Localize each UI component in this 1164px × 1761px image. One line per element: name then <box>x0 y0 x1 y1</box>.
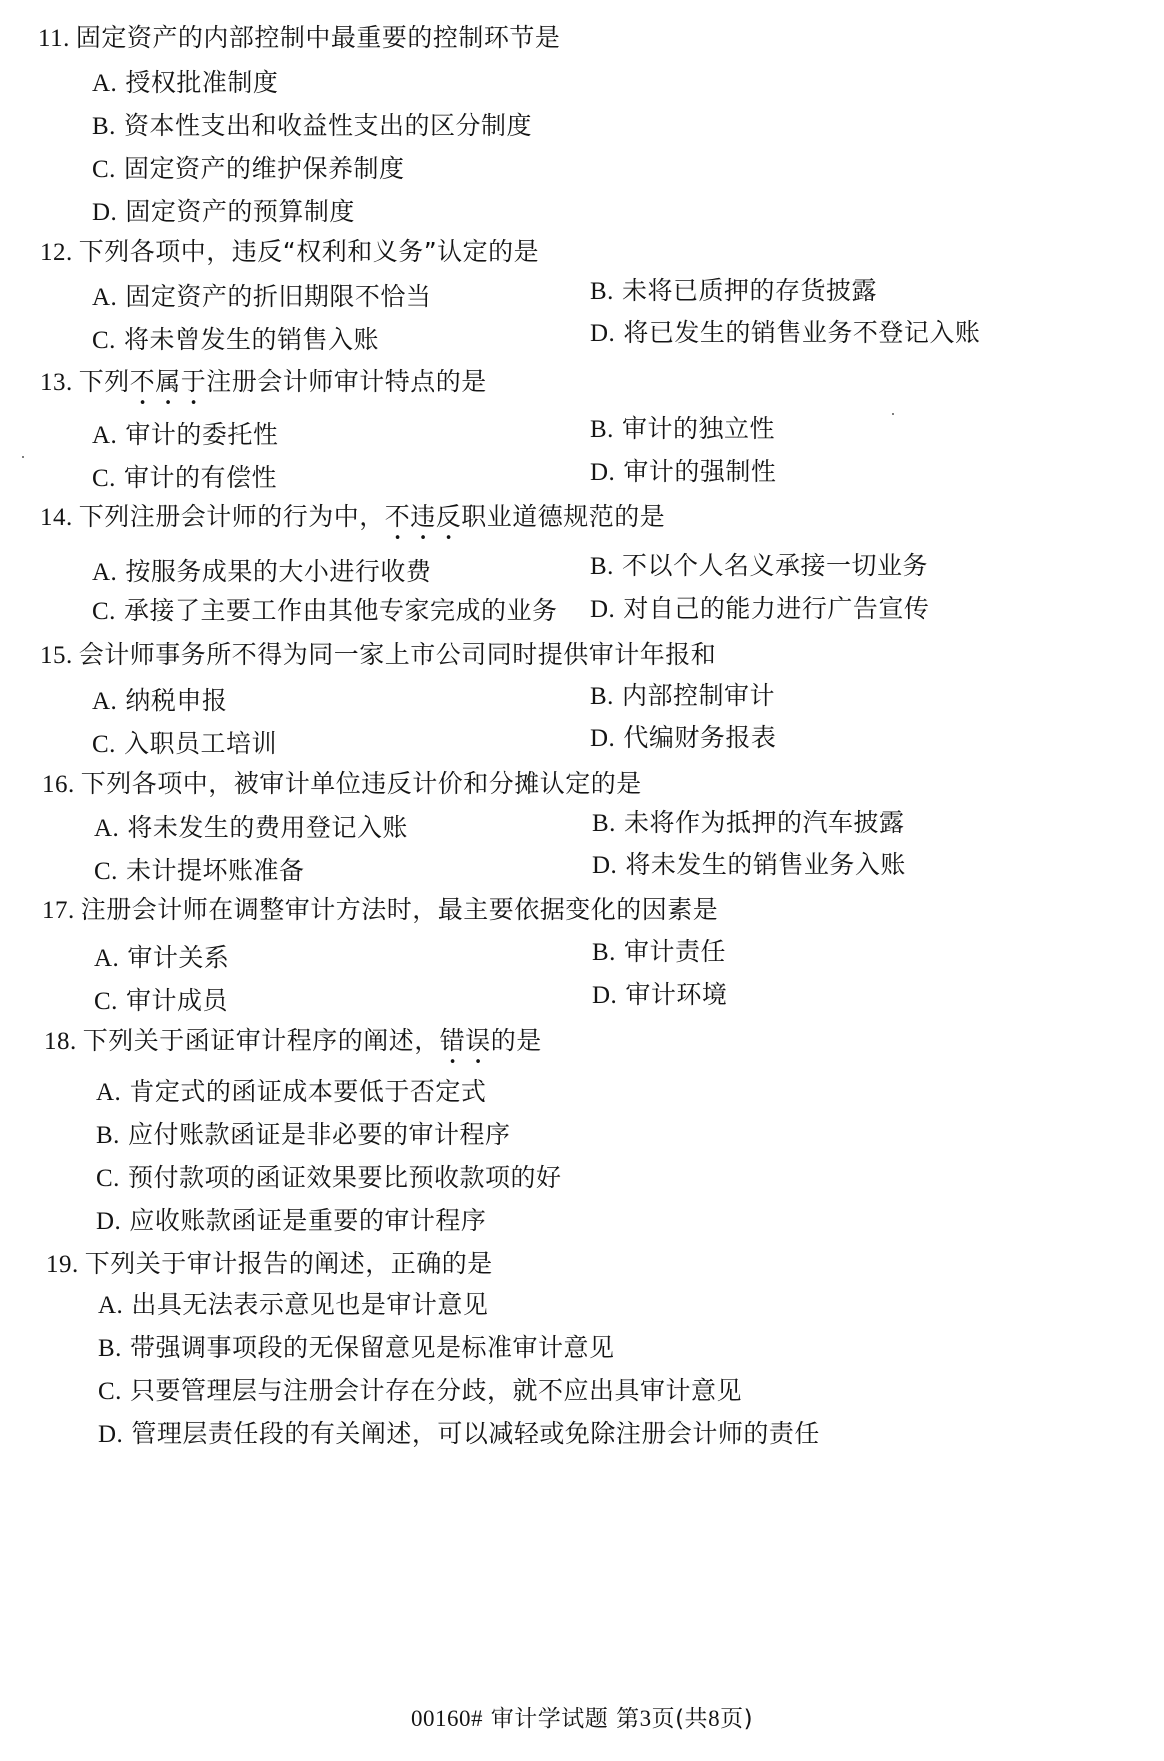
total-pages: 8 <box>708 1706 721 1731</box>
option-text: 审计关系 <box>127 943 230 972</box>
question-stem-part: 职业道德规范的是 <box>461 502 666 531</box>
option-text: 纳税申报 <box>125 686 228 715</box>
question-15 <box>40 640 716 671</box>
option-letter: B. <box>590 278 614 305</box>
question-stem: 下列各项中，被审计单位违反计价和分摊认定的是 <box>80 769 642 798</box>
option-letter: D. <box>590 459 616 486</box>
option-text: 应付账款函证是非必要的审计程序 <box>127 1120 511 1149</box>
option-letter: A. <box>92 422 118 449</box>
option-letter: D. <box>92 199 118 226</box>
option-text: 审计的委托性 <box>125 420 279 449</box>
scan-speck <box>22 456 24 458</box>
question-stem-emphasis: 错误 <box>439 1026 491 1055</box>
option-letter: A. <box>94 945 120 972</box>
option-18-a <box>96 1077 486 1108</box>
option-letter: A. <box>92 688 118 715</box>
page-number: 3 <box>639 1706 652 1731</box>
option-11-b <box>92 111 532 142</box>
option-text: 未计提坏账准备 <box>125 856 305 885</box>
question-stem: 下列关于审计报告的阐述，正确的是 <box>84 1249 493 1278</box>
question-stem-emphasis: 不属于 <box>129 367 207 396</box>
option-text: 只要管理层与注册会计存在分歧，就不应出具审计意见 <box>129 1376 742 1405</box>
option-letter: C. <box>94 988 118 1015</box>
option-text: 授权批准制度 <box>125 68 279 97</box>
option-letter: A. <box>92 70 118 97</box>
option-text: 按服务成果的大小进行收费 <box>125 557 432 586</box>
option-text: 资本性支出和收益性支出的区分制度 <box>123 111 532 140</box>
option-14-d <box>590 594 929 625</box>
option-text: 固定资产的维护保养制度 <box>123 154 405 183</box>
question-stem-part: 下列各项中，违反 <box>78 237 283 266</box>
option-text: 带强调事项段的无保留意见是标准审计意见 <box>129 1333 615 1362</box>
option-11-a <box>92 68 278 99</box>
question-18 <box>44 1026 542 1070</box>
question-number: 11. <box>38 25 70 52</box>
option-letter: D. <box>590 725 616 752</box>
option-15-c <box>92 729 277 760</box>
question-number: 14. <box>40 504 73 531</box>
option-text: 审计的有偿性 <box>123 463 277 492</box>
question-12 <box>40 237 539 268</box>
option-16-d <box>592 850 906 881</box>
option-letter: A. <box>92 559 118 586</box>
option-19-a <box>98 1290 488 1321</box>
question-stem-part: 认定的是 <box>437 237 540 266</box>
option-text: 将未发生的费用登记入账 <box>127 813 408 842</box>
option-letter: C. <box>96 1165 120 1192</box>
option-text: 固定资产的预算制度 <box>125 197 355 226</box>
option-13-d <box>590 457 776 488</box>
option-text: 应收账款函证是重要的审计程序 <box>129 1206 487 1235</box>
page-unit: 页(共 <box>651 1706 709 1732</box>
total-unit: 页) <box>720 1706 754 1732</box>
question-11 <box>38 23 560 54</box>
option-15-d <box>590 723 776 754</box>
option-text: 未将已质押的存货披露 <box>621 276 877 305</box>
option-text: 出具无法表示意见也是审计意见 <box>131 1290 489 1319</box>
option-letter: A. <box>94 815 120 842</box>
question-stem: 固定资产的内部控制中最重要的控制环节是 <box>75 23 561 52</box>
question-number: 15. <box>40 642 73 669</box>
question-19 <box>46 1249 493 1280</box>
option-letter: C. <box>94 858 118 885</box>
question-number: 12. <box>40 239 73 266</box>
option-letter: B. <box>98 1335 122 1362</box>
question-stem-emphasis: 不违反 <box>384 502 462 531</box>
option-letter: C. <box>92 731 116 758</box>
option-text: 将已发生的销售业务不登记入账 <box>623 318 981 347</box>
option-letter: B. <box>590 683 614 710</box>
question-16 <box>42 769 642 800</box>
option-letter: C. <box>92 465 116 492</box>
option-16-c <box>94 856 304 887</box>
option-letter: D. <box>590 320 616 347</box>
option-letter: A. <box>98 1292 124 1319</box>
option-letter: D. <box>98 1421 124 1448</box>
option-11-c <box>92 154 404 185</box>
option-18-d <box>96 1206 486 1237</box>
option-letter: C. <box>92 598 116 625</box>
option-14-b <box>590 551 928 582</box>
scan-speck <box>892 413 894 415</box>
option-14-c <box>92 596 557 627</box>
option-19-b <box>98 1333 614 1364</box>
option-15-a <box>92 686 227 717</box>
option-text: 将未发生的销售业务入账 <box>625 850 906 879</box>
option-18-b <box>96 1120 510 1151</box>
question-stem-part: 的是 <box>490 1026 542 1055</box>
question-stem-part: 下列 <box>78 367 130 396</box>
option-letter: D. <box>592 982 618 1009</box>
option-16-a <box>94 813 408 844</box>
option-17-b <box>592 937 726 968</box>
option-letter: A. <box>96 1079 122 1106</box>
question-stem: 注册会计师在调整审计方法时，最主要依据变化的因素是 <box>80 895 719 924</box>
page-label: 第 <box>616 1706 640 1732</box>
option-13-a <box>92 420 278 451</box>
option-16-b <box>592 808 904 839</box>
exam-code: 00160# <box>410 1706 483 1731</box>
option-12-a <box>92 282 431 313</box>
option-letter: B. <box>590 416 614 443</box>
option-text: 预付款项的函证效果要比预收款项的好 <box>127 1163 562 1192</box>
option-letter: C. <box>92 327 116 354</box>
option-letter: A. <box>92 284 118 311</box>
question-stem-part: 下列注册会计师的行为中， <box>78 502 385 531</box>
question-17 <box>42 895 718 926</box>
question-stem-part: 下列关于函证审计程序的阐述， <box>82 1026 440 1055</box>
option-letter: B. <box>590 553 614 580</box>
option-letter: D. <box>592 852 618 879</box>
option-17-c <box>94 986 228 1017</box>
option-11-d <box>92 197 355 228</box>
option-text: 代编财务报表 <box>623 723 777 752</box>
option-text: 内部控制审计 <box>621 681 775 710</box>
option-text: 肯定式的函证成本要低于否定式 <box>129 1077 487 1106</box>
question-number: 19. <box>46 1251 79 1278</box>
option-text: 固定资产的折旧期限不恰当 <box>125 282 432 311</box>
option-12-d <box>590 318 980 349</box>
option-13-c <box>92 463 277 494</box>
option-13-b <box>590 414 775 445</box>
option-letter: B. <box>92 113 116 140</box>
option-text: 审计环境 <box>625 980 728 1009</box>
question-number: 16. <box>42 771 75 798</box>
option-letter: C. <box>98 1378 122 1405</box>
exam-subject: 审计学试题 <box>490 1706 609 1732</box>
option-text: 对自己的能力进行广告宣传 <box>623 594 930 623</box>
option-text: 未将作为抵押的汽车披露 <box>623 808 905 837</box>
option-text: 审计责任 <box>623 937 726 966</box>
question-13 <box>40 367 487 411</box>
option-letter: D. <box>590 596 616 623</box>
option-letter: C. <box>92 156 116 183</box>
option-letter: B. <box>96 1122 120 1149</box>
option-text: 审计的强制性 <box>623 457 777 486</box>
question-stem: 会计师事务所不得为同一家上市公司同时提供审计年报和 <box>78 640 717 669</box>
option-letter: D. <box>96 1208 122 1235</box>
option-text: 管理层责任段的有关阐述，可以减轻或免除注册会计师的责任 <box>131 1419 820 1448</box>
option-17-a <box>94 943 229 974</box>
question-stem-part: 注册会计师审计特点的是 <box>206 367 487 396</box>
option-19-c <box>98 1376 742 1407</box>
option-text: 不以个人名义承接一切业务 <box>621 551 928 580</box>
option-15-b <box>590 681 775 712</box>
option-17-d <box>592 980 727 1011</box>
option-18-c <box>96 1163 561 1194</box>
question-stem-quote: “权利和义务” <box>282 237 438 266</box>
question-14 <box>40 502 665 546</box>
option-12-b <box>590 276 877 307</box>
option-19-d <box>98 1419 820 1450</box>
option-text: 审计的独立性 <box>621 414 775 443</box>
option-12-c <box>92 325 379 356</box>
option-letter: B. <box>592 939 616 966</box>
question-number: 13. <box>40 369 73 396</box>
option-text: 将未曾发生的销售入账 <box>123 325 379 354</box>
option-text: 入职员工培训 <box>123 729 277 758</box>
page-footer <box>0 1700 1164 1733</box>
question-number: 18. <box>44 1028 77 1055</box>
option-letter: B. <box>592 810 616 837</box>
option-text: 承接了主要工作由其他专家完成的业务 <box>123 596 558 625</box>
option-text: 审计成员 <box>125 986 228 1015</box>
option-14-a <box>92 557 431 588</box>
question-number: 17. <box>42 897 75 924</box>
